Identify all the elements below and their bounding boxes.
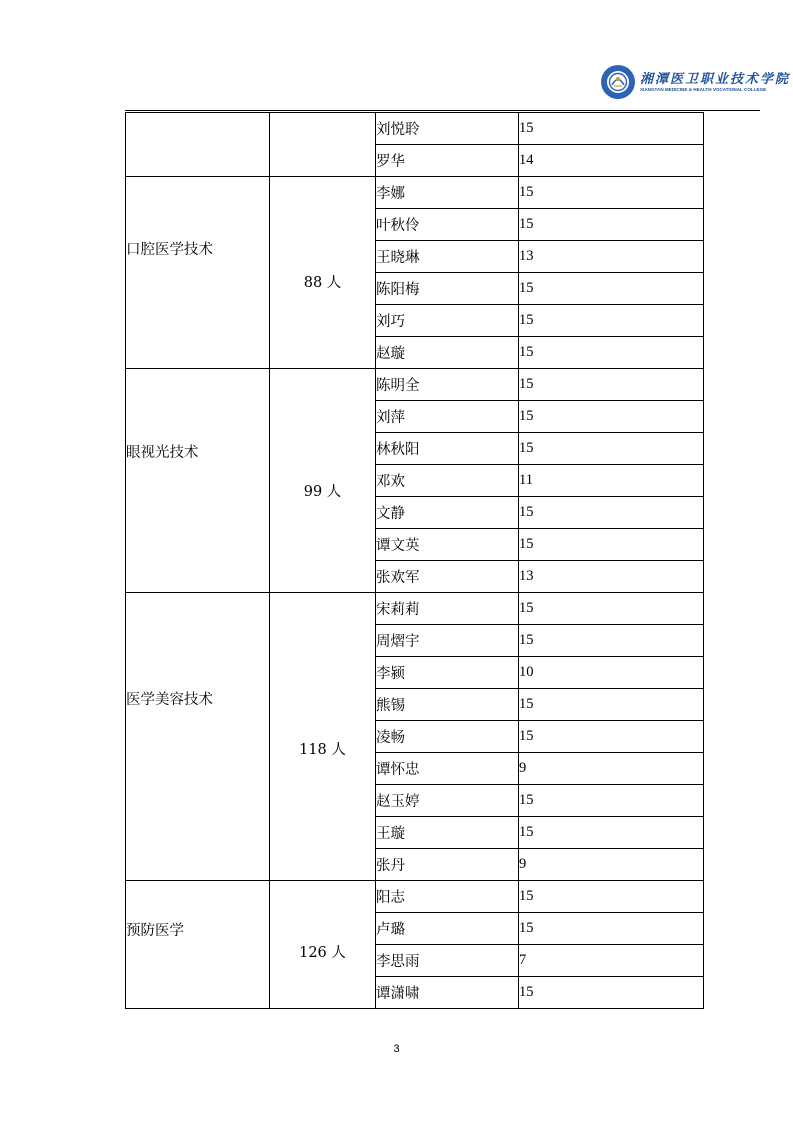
student-score: 13: [519, 241, 704, 273]
table-row: [126, 177, 704, 209]
header-rule: [125, 110, 760, 111]
student-score: 15: [519, 433, 704, 465]
student-score: 15: [519, 593, 704, 625]
student-name: 周熠宇: [376, 625, 519, 657]
major-cell-text: 眼视光技术: [126, 445, 199, 461]
student-score: 15: [519, 209, 704, 241]
student-name: 邓欢: [376, 465, 519, 497]
major-cell: [126, 177, 270, 369]
student-score: 15: [519, 721, 704, 753]
student-score: 13: [519, 561, 704, 593]
college-logo: [600, 64, 791, 106]
student-name: 文静: [376, 497, 519, 529]
student-score: 15: [519, 881, 704, 913]
major-cell: [126, 881, 270, 1009]
student-name: 谭怀忠: [376, 753, 519, 785]
score-table: [125, 112, 704, 1009]
student-name: 凌畅: [376, 721, 519, 753]
count-cell-text: 88 人: [303, 275, 342, 291]
college-name-cn: 湘潭医卫职业技术学院: [640, 72, 791, 87]
student-score: 15: [519, 625, 704, 657]
student-score: 14: [519, 145, 704, 177]
student-score: 15: [519, 689, 704, 721]
table-row: [126, 593, 704, 625]
student-score: 15: [519, 817, 704, 849]
score-table-body: [126, 113, 704, 1009]
college-name-en: XIANGTAN MEDICINE & HEALTH VOCATIONAL COLLEGE: [640, 87, 767, 92]
student-score: 15: [519, 529, 704, 561]
student-name: 赵玉婷: [376, 785, 519, 817]
student-name: 宋莉莉: [376, 593, 519, 625]
student-score: 9: [519, 849, 704, 881]
major-cell-text: 口腔医学技术: [126, 242, 213, 258]
student-score: 11: [519, 465, 704, 497]
major-cell: [126, 369, 270, 593]
student-score: 15: [519, 977, 704, 1009]
student-name: 李思雨: [376, 945, 519, 977]
count-cell-continued: [270, 113, 376, 177]
count-cell: [270, 369, 376, 593]
major-cell: [126, 593, 270, 881]
student-score: 15: [519, 305, 704, 337]
student-name: 王璇: [376, 817, 519, 849]
college-seal-icon: [600, 64, 636, 100]
student-name: 熊锡: [376, 689, 519, 721]
page-number: 3: [393, 1043, 400, 1055]
major-cell-text: 预防医学: [126, 923, 184, 939]
student-score: 15: [519, 401, 704, 433]
student-name: 刘巧: [376, 305, 519, 337]
student-score: 10: [519, 657, 704, 689]
count-cell: [270, 593, 376, 881]
count-cell: [270, 177, 376, 369]
student-name: 刘悦聆: [376, 113, 519, 145]
student-name: 卢璐: [376, 913, 519, 945]
student-name: 谭文英: [376, 529, 519, 561]
student-score: 15: [519, 369, 704, 401]
student-name: 谭潇啸: [376, 977, 519, 1009]
student-name: 李娜: [376, 177, 519, 209]
count-cell-text: 99 人: [303, 484, 342, 500]
student-name: 阳志: [376, 881, 519, 913]
student-score: 15: [519, 913, 704, 945]
student-name: 陈阳梅: [376, 273, 519, 305]
count-cell-text: 126 人: [299, 945, 346, 961]
student-name: 赵璇: [376, 337, 519, 369]
student-score: 9: [519, 753, 704, 785]
major-cell-continued: [126, 113, 270, 177]
count-cell: [270, 881, 376, 1009]
student-score: 15: [519, 337, 704, 369]
table-row: [126, 369, 704, 401]
count-cell-text: 118 人: [299, 742, 346, 758]
student-score: 15: [519, 177, 704, 209]
student-name: 李颍: [376, 657, 519, 689]
student-score: 15: [519, 497, 704, 529]
student-score: 15: [519, 273, 704, 305]
student-name: 张欢军: [376, 561, 519, 593]
student-score: 15: [519, 785, 704, 817]
student-name: 陈明全: [376, 369, 519, 401]
table-row: [126, 881, 704, 913]
student-name: 张丹: [376, 849, 519, 881]
table-row: [126, 113, 704, 145]
student-score: 15: [519, 113, 704, 145]
major-cell-text: 医学美容技术: [126, 692, 213, 708]
student-name: 罗华: [376, 145, 519, 177]
student-score: 7: [519, 945, 704, 977]
student-name: 林秋阳: [376, 433, 519, 465]
student-name: 王晓琳: [376, 241, 519, 273]
student-name: 叶秋伶: [376, 209, 519, 241]
student-name: 刘萍: [376, 401, 519, 433]
